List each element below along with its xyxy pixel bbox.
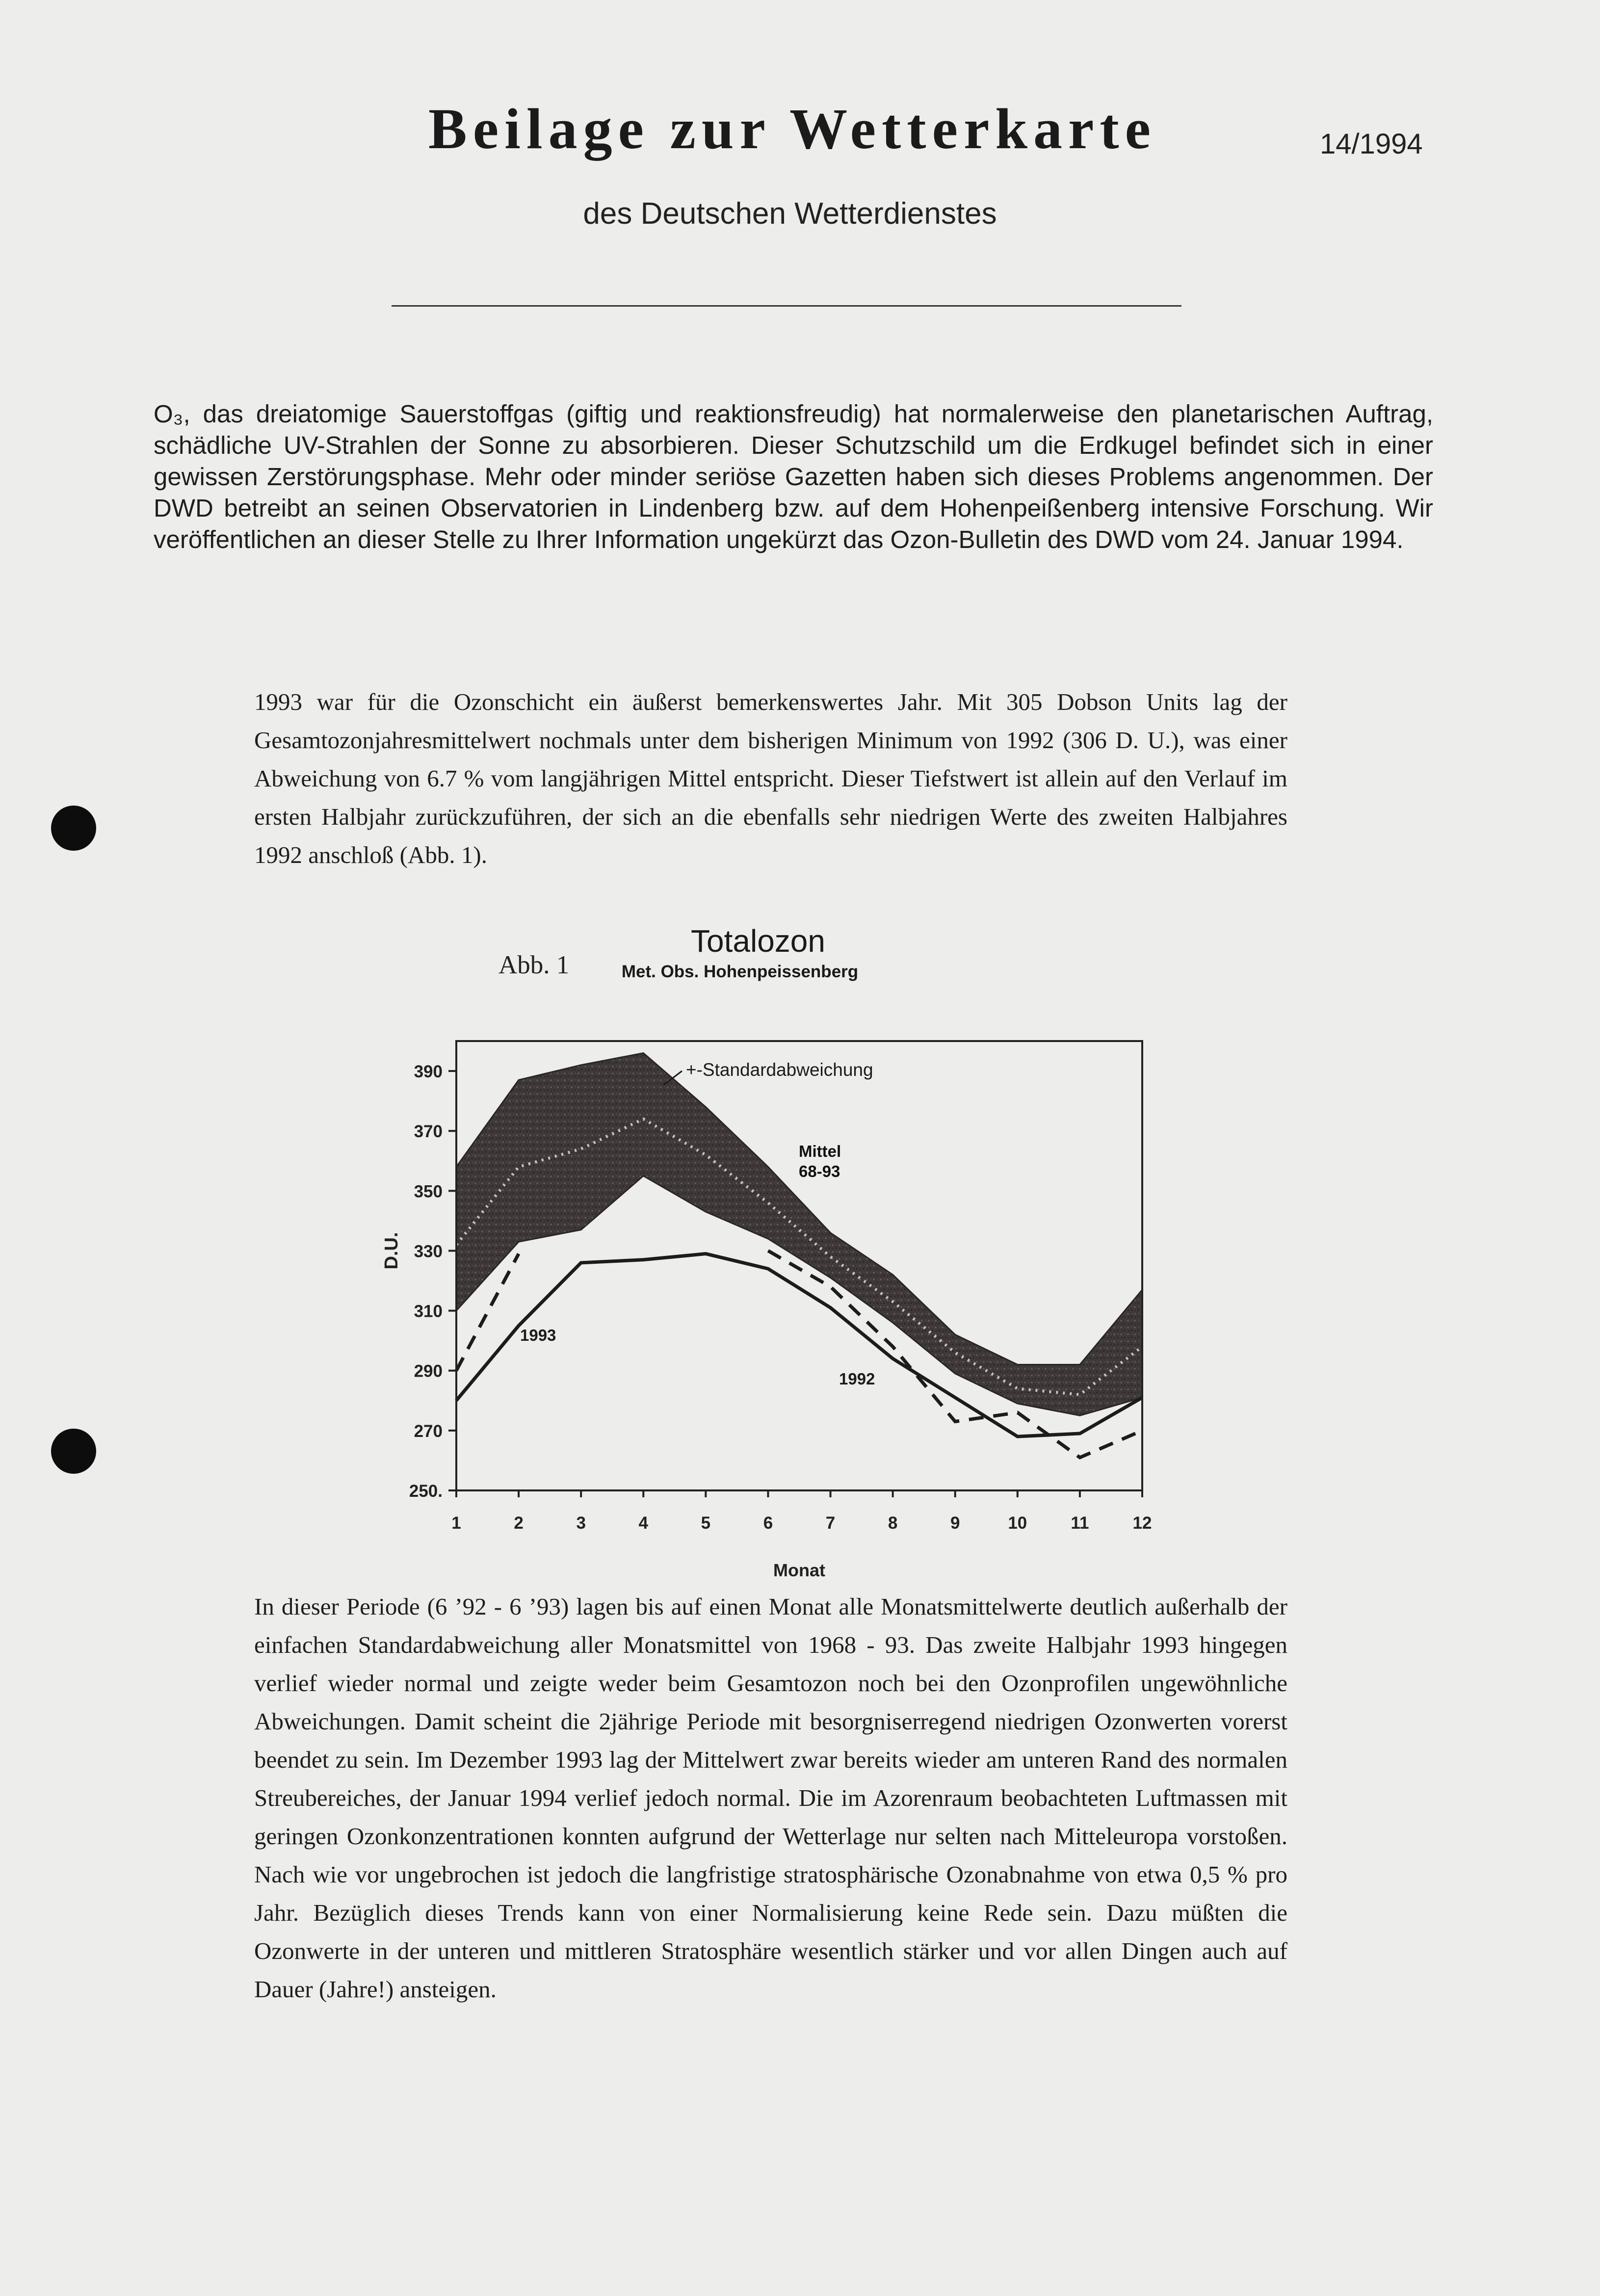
x-tick-label: 2 xyxy=(514,1513,524,1533)
series-line-1992 xyxy=(456,1251,1142,1457)
body-paragraph-2: In dieser Periode (6 ’92 - 6 ’93) lagen bis auf einen Monat alle Monatsmittelwerte deutlich außerhalb der einfachen Standardabweichung aller Monatsmittel von 1968 - 93. Das zweite Halbjahr 1993 hingegen verlief wieder normal und zeigte weder beim Gesamtozon noch bei den Ozonprofilen ungewöhnliche Abweichungen. Damit scheint die 2jährige Periode mit besorgniserregend niedrigen Ozonwerten vorerst beendet zu sein. Im Dezember 1993 lag der Mittelwert zwar bereits wieder am unteren Rand des normalen Streubereiches, der Januar 1994 verlief jedoch normal. Die im Azorenraum beobachteten Luftmassen mit geringen Ozonkonzentrationen konnten aufgrund der Wetterlage nur selten nach Mitteleuropa vorstoßen. Nach wie vor ungebrochen ist jedoch die langfristige stratosphärische Ozonabnahme von etwa 0,5 % pro Jahr. Bezüglich dieses Trends kann von einer Normalisierung keine Rede sein. Dazu müßten die Ozonwerte in der unteren und mittleren Stratosphäre wesentlich stärker und vor allen Dingen auch auf Dauer (Jahre!) ansteigen. xyxy=(254,1593,1287,2003)
x-tick-label: 12 xyxy=(1132,1513,1152,1533)
series-line-1993 xyxy=(456,1254,1142,1437)
y-tick-label: 330 xyxy=(414,1242,443,1261)
punch-hole-bottom xyxy=(51,1429,96,1474)
page-title: Beilage zur Wetterkarte xyxy=(428,97,1156,161)
y-tick-label: 310 xyxy=(414,1302,443,1321)
y-tick-label: 350 xyxy=(414,1182,443,1201)
mean-period-label: 68-93 xyxy=(799,1162,840,1180)
figure-label: Abb. 1 xyxy=(498,951,570,979)
std-deviation-band xyxy=(456,1053,1142,1415)
x-tick-label: 1 xyxy=(451,1513,461,1533)
y-axis-label: D.U. xyxy=(381,1232,402,1270)
x-tick-label: 3 xyxy=(576,1513,586,1533)
issue-number: 14/1994 xyxy=(1320,128,1423,160)
y-tick-label: 250. xyxy=(409,1482,443,1501)
chart-subtitle: Met. Obs. Hohenpeissenberg xyxy=(621,962,859,981)
x-tick-label: 4 xyxy=(638,1513,649,1533)
x-tick-label: 7 xyxy=(825,1513,836,1533)
intro-paragraph: O₃, das dreiatomige Sauerstoffgas (giftig und reaktionsfreudig) hat normalerweise den planetarischen Auftrag, schädliche UV-Strahlen der Sonne zu absorbieren. Dieser Schutzschild um die Erdkugel befindet sich in einer gewissen Zerstörungsphase. Mehr oder minder seriöse Gazetten haben sich dieses Problems angenommen. Der DWD betreibt an seinen Observatorien in Lindenberg bzw. auf dem Hohenpeißenberg intensive Forschung. Wir veröffentlichen an dieser Stelle zu Ihrer Information ungekürzt das Ozon-Bulletin des DWD vom 24. Januar 1994. xyxy=(154,400,1433,553)
x-tick-label: 9 xyxy=(950,1513,960,1533)
x-tick-label: 6 xyxy=(763,1513,773,1533)
punch-hole-top xyxy=(51,806,96,851)
x-tick-label: 10 xyxy=(1008,1513,1027,1533)
x-axis-label: Monat xyxy=(773,1560,825,1580)
x-tick-label: 8 xyxy=(888,1513,898,1533)
y-tick-label: 390 xyxy=(414,1062,443,1082)
mean-label: Mittel xyxy=(799,1142,841,1160)
y-tick-label: 290 xyxy=(414,1361,443,1381)
series-1993-label: 1993 xyxy=(520,1326,556,1344)
series-1992-label: 1992 xyxy=(839,1370,875,1388)
page-subtitle: des Deutschen Wetterdienstes xyxy=(583,197,997,231)
band-legend-label: +-Standardabweichung xyxy=(686,1060,873,1080)
x-tick-label: 5 xyxy=(701,1513,711,1533)
body-paragraph-1: 1993 war für die Ozonschicht ein äußerst bemerkenswertes Jahr. Mit 305 Dobson Units lag der Gesamtozonjahresmittelwert nochmals unter dem bisherigen Minimum von 1992 (306 D. U.), was einer Abweichung von 6.7 % vom langjährigen Mittel entspricht. Dieser Tiefstwert ist allein auf den Verlauf im ersten Halbjahr zurückzuführen, der sich an die ebenfalls sehr niedrigen Werte des zweiten Halbjahres 1992 anschloß (Abb. 1). xyxy=(254,688,1287,868)
y-tick-label: 370 xyxy=(414,1122,443,1142)
chart-title: Totalozon xyxy=(691,923,825,959)
x-tick-label: 11 xyxy=(1071,1513,1089,1533)
y-tick-label: 270 xyxy=(414,1421,443,1441)
